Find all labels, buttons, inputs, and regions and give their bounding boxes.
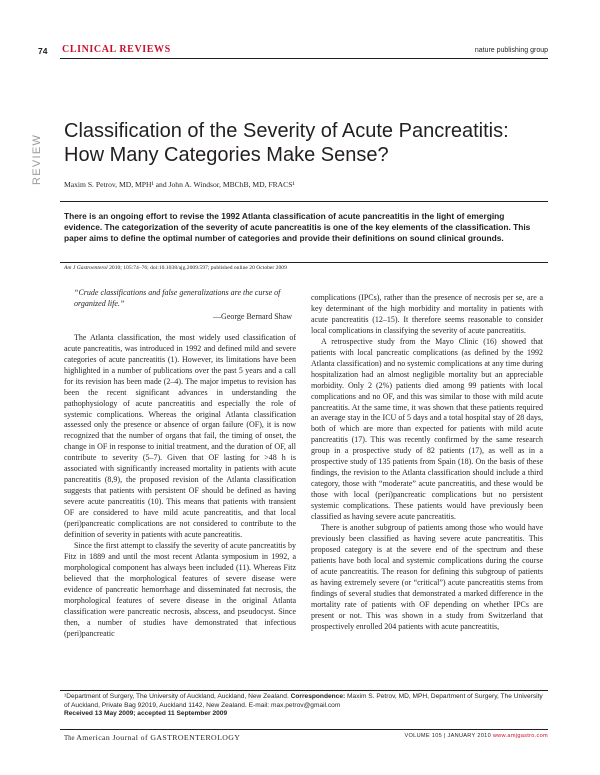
footnote-correspondence-label: Correspondence: (290, 693, 346, 700)
citation-rule (60, 262, 548, 263)
volume-issue: VOLUME 105 | JANUARY 2010 (404, 733, 493, 739)
citation (64, 265, 287, 271)
publisher-name: nature publishing group (474, 47, 548, 54)
body-column-left (64, 288, 296, 640)
epigraph-attribution: —George Bernard Shaw (213, 311, 292, 321)
paragraph: Since the first attempt to classify the severity of acute pancreatitis by Fitz in 1889 and until the most recent Atlanta symposium in 1992, a morphological component has always been included (11). Whereas Fitz believed that the morphological features of severe disease were evidence of pancreatic hemorrhage and disseminated fat necrosis, the morphological features of severe disease in the original Atlanta classification were pancreatic necrosis, abscess, and pseudocyst. Since then, a number of studies have demonstrated that infectious (peri)pancreatic (64, 540, 296, 638)
article-title (64, 119, 544, 167)
citation-journal: Am J Gastroenterol (64, 265, 108, 271)
journal-name-the: The (64, 735, 77, 742)
header-rule (60, 58, 548, 59)
body-column-right (311, 293, 543, 633)
title-line-1: Classification of the Severity of Acute Pancreatitis: (64, 120, 509, 142)
abstract-rule (60, 201, 548, 202)
section-label: CLINICAL REVIEWS (62, 44, 171, 55)
footer-rule (60, 729, 548, 730)
journal-name (64, 733, 240, 742)
paragraph: A retrospective study from the Mayo Clinic (16) showed that patients with local pancreatic complications (as defined by the 1992 Atlanta classification) and no systemic complications at any time during hospitalization had an almost negligible mortality but an appreciable morbidity. Only 2 (2%) patients died among 99 patients with local complications and no OF, and this was similar to those with mild acute pancreatitis. At the same time, it was shown that these patients required an average stay in the ICU of 5 days and a total hospital stay of 28 days, both of which are more than expected for patients with mild acute pancreatitis (17). This was recently confirmed by the same research group in a prospective study of 82 patients (17), as well as in a prospective study of 135 patients from Spain (18). On the basis of these findings, the revision to the Atlanta classification should include a third category, those with “moderate” acute pancreatitis, and these would be those with local (peri)pancreatic complications but no persistent systemic complications. These patients would have previously been classified as having severe acute pancreatitis. (311, 336, 543, 522)
author-list: Maxim S. Petrov, MD, MPH¹ and John A. Windsor, MBChB, MD, FRACS¹ (64, 180, 295, 189)
abstract: There is an ongoing effort to revise the 1992 Atlanta classification of acute pancreatitis in the light of emerging evidence. The categorization of the severity of acute pancreatitis is one of the key elements of the classification. This paper aims to define the optimal number of categories and provide their definitions on sound clinical grounds. (64, 211, 531, 244)
journal-name-gastro: GASTROENTEROLOGY (150, 733, 241, 742)
footnote-correspondence: Maxim S. Petrov, MD, MPH, Department of Surgery, The University of Auckland, Private Bag 92019, Auckland 1142, New Zealand. E-mail: max.petrov@gmail.com (64, 693, 543, 709)
epigraph-quote: “Crude classifications and false generalizations are the curse of organized life.” (74, 288, 281, 308)
title-line-2: How Many Categories Make Sense? (64, 144, 389, 166)
footnote-rule (60, 690, 548, 691)
paragraph: complications (IPCs), rather than the presence of necrosis per se, are a key determinant of the high morbidity and mortality in patients with acute pancreatitis (12–15). It therefore seems reasonable to consider local complications in classifying the severity of acute pancreatitis. (311, 293, 543, 335)
citation-details: 2010; 105:74–76; doi:10.1038/ajg.2009.597; published online 20 October 2009 (107, 265, 287, 271)
page-number: 74 (38, 46, 48, 56)
volume-info (405, 733, 549, 739)
footnote (64, 693, 544, 719)
journal-url[interactable]: www.amjgastro.com (492, 733, 548, 739)
footnote-affiliation: ¹Department of Surgery, The University of Auckland, Auckland, New Zealand. (64, 693, 291, 700)
paragraph: There is another subgroup of patients among those who would have previously been classified as having severe acute pancreatitis. This proposed category is at the severe end of the spectrum and these patients have both local and systemic complications during the course of acute pancreatitis. The reason for defining this subgroup of patients as having extremely severe (or “critical”) acute pancreatitis stems from findings of several studies that demonstrated a marked difference in the mortality rate of patients with OF depending on whether IPCs are present or not. This was shown in a study from Switzerland that prospectively enrolled 204 patients with acute pancreatitis, (311, 523, 543, 631)
journal-name-american: American Journal of (76, 733, 151, 742)
received-dates: Received 13 May 2009; accepted 11 September 2009 (64, 710, 228, 718)
article-type-label: REVIEW (31, 133, 43, 185)
paragraph: The Atlanta classification, the most widely used classification of acute pancreatitis, was introduced in 1992 and defined mild and severe categories of acute pancreatitis (1). However, its limitations have been highlighted in a number of publications over the past 5 years and a call for its revision has been made (2–4). The major impetus to revision has been the recent significant advances in understanding the pathophysiology of acute pancreatitis and especially the role of systemic complications. Whereas the original Atlanta classification assessed only the presence or absence of organ failure (OF), it is now recognized that the number of organs that fail, the timing of onset, the change in OF in response to initial treatment, and the duration of OF, all contribute to severity (5–7). Given that OF lasting for >48 h is associated with significantly increased mortality in patients with acute pancreatitis (8,9), the proposed revision of the Atlanta classification suggests that patients with persistent OF should be defined as having severe acute pancreatitis (10). This means that patients with transient OF are considered to have mild acute pancreatitis, and that local (peri)pancreatic complications are not considered to contribute to the definition of severity in patients with acute pancreatitis. (64, 332, 296, 540)
